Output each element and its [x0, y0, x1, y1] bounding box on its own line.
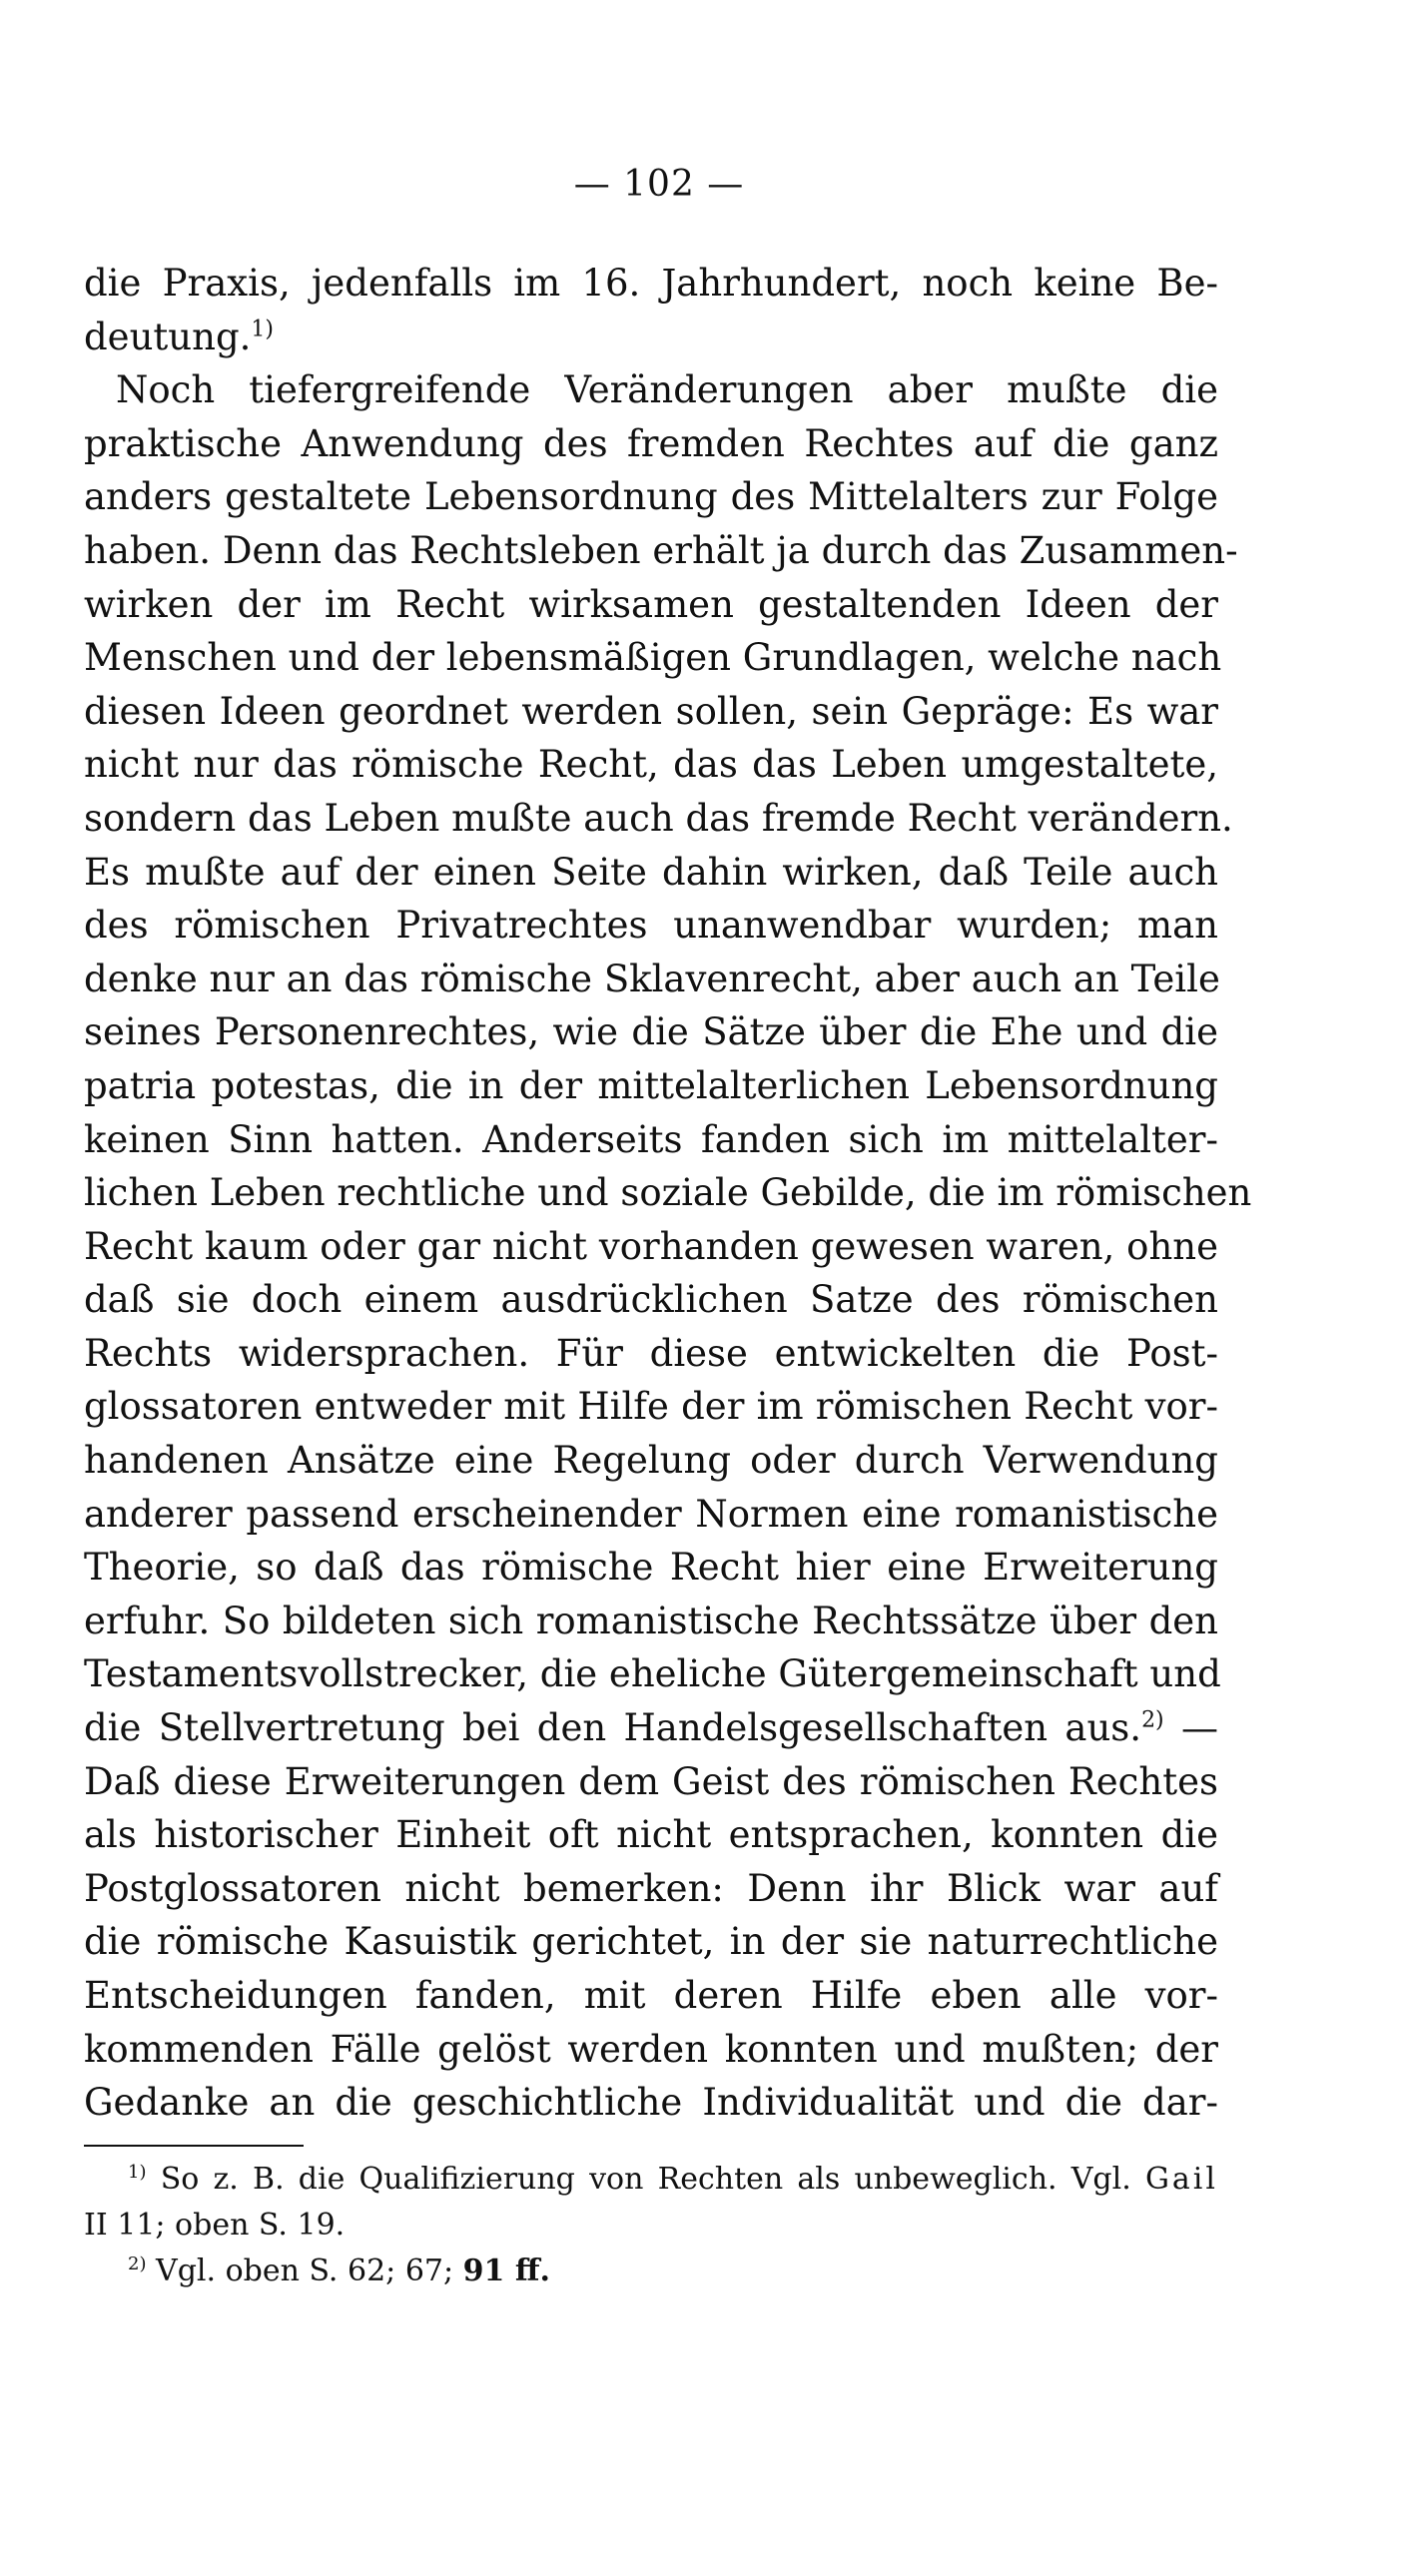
footnote-2-bold: 91 ff.: [462, 2254, 550, 2288]
footnote-2-marker: 2): [128, 2254, 147, 2274]
text-line-30: als historischer Einheit oft nicht entsprachen, konnten die: [84, 1813, 1218, 1857]
text-line-10: nicht nur das römische Recht, das das Leben umgestaltete,: [84, 743, 1218, 787]
page-number: — 102 —: [573, 164, 745, 205]
text-line-32: die römische Kasuistik gerichtet, in der sie naturrechtliche: [84, 1920, 1218, 1964]
text-line-33: Entscheidungen fanden, mit deren Hilfe eben alle vor-: [84, 1974, 1218, 2017]
text-line-24: anderer passend erscheinender Normen eine romanistische: [84, 1492, 1218, 1536]
text-line-7: wirken der im Recht wirksamen gestaltenden Ideen der: [84, 582, 1218, 626]
text-line-23: handenen Ansätze eine Regelung oder durch Verwendung: [84, 1439, 1218, 1483]
text-line-29: Daß diese Erweiterungen dem Geist des römischen Rechtes: [84, 1759, 1218, 1803]
footnote-2: [84, 2249, 1218, 2294]
footnote-1-marker: 1): [128, 2162, 147, 2183]
text-line-14: denke nur an das römische Sklavenrecht, aber auch an Teile: [84, 957, 1220, 1000]
footnote-1-line-2: II 11; oben S. 19.: [84, 2208, 346, 2243]
text-line-3: Noch tiefergreifende Veränderungen aber mußte die: [116, 368, 1218, 412]
text-line-27: Testamentsvollstrecker, die eheliche Gütergemeinschaft und: [84, 1652, 1221, 1696]
footnote-ref-1: 1): [251, 317, 274, 342]
text-line-4: praktische Anwendung des fremden Rechtes auf die ganz: [84, 421, 1218, 465]
text-line-18: lichen Leben rechtliche und soziale Gebilde, die im römischen: [84, 1171, 1252, 1215]
footnote-divider: [84, 2145, 304, 2147]
body-text: [84, 257, 1252, 2130]
text-line-2: [84, 311, 1218, 364]
text-line-11: sondern das Leben mußte auch das fremde Recht verändern.: [84, 796, 1233, 840]
footnote-ref-2: 2): [1141, 1707, 1164, 1733]
text-line-16: patria potestas, die in der mittelalterlichen Lebensordnung: [84, 1063, 1218, 1107]
text-line-26: erfuhr. So bildeten sich romanistische Rechtssätze über den: [84, 1599, 1218, 1642]
text-line-21: Rechts widersprachen. Für diese entwickelten die Post-: [84, 1331, 1218, 1375]
text-line-20: daß sie doch einem ausdrücklichen Satze des römischen: [84, 1278, 1218, 1322]
text-line-12: Es mußte auf der einen Seite dahin wirken, daß Teile auch: [84, 850, 1218, 894]
text-line-2-content: deutung.: [84, 315, 252, 358]
text-line-17: keinen Sinn hatten. Anderseits fanden sich im mittelalter-: [84, 1117, 1218, 1161]
text-line-9: diesen Ideen geordnet werden sollen, sein Gepräge: Es war: [84, 689, 1218, 733]
text-line-5: anders gestaltete Lebensordnung des Mittelalters zur Folge: [84, 475, 1218, 519]
text-line-13: des römischen Privatrechtes unanwendbar wurden; man: [84, 904, 1218, 948]
text-line-25: Theorie, so daß das römische Recht hier eine Erweiterung: [84, 1546, 1218, 1590]
text-line-35: Gedanke an die geschichtliche Individualität und die dar-: [84, 2081, 1218, 2125]
footnote-1-author: Gail: [1144, 2162, 1218, 2197]
footnotes: [84, 2157, 1218, 2294]
text-line-28: [84, 1701, 1218, 1755]
text-line-31: Postglossatoren nicht bemerken: Denn ihr Blick war auf: [84, 1866, 1218, 1910]
text-line-28-content: die Stellvertretung bei den Handelsgesellschaften aus.: [84, 1706, 1142, 1750]
footnote-1-text: So z. B. die Qualifizierung von Rechten als unbeweglich. Vgl.: [160, 2162, 1131, 2197]
text-line-1: die Praxis, jedenfalls im 16. Jahrhundert, noch keine Be-: [84, 262, 1218, 305]
footnote-2-text: Vgl. oben S. 62; 67;: [156, 2254, 454, 2288]
text-line-8: Menschen und der lebensmäßigen Grundlagen, welche nach: [84, 636, 1222, 680]
footnote-1-line-1: [84, 2157, 1218, 2203]
text-line-15: seines Personenrechtes, wie die Sätze über die Ehe und die: [84, 1010, 1218, 1054]
text-line-6: haben. Denn das Rechtsleben erhält ja durch das Zusammen-: [84, 528, 1238, 572]
text-line-22: glossatoren entweder mit Hilfe der im römischen Recht vor-: [84, 1385, 1218, 1429]
text-line-34: kommenden Fälle gelöst werden konnten und mußten; der: [84, 2027, 1218, 2071]
em-dash: —: [1181, 1706, 1218, 1750]
text-line-19: Recht kaum oder gar nicht vorhanden gewesen waren, ohne: [84, 1224, 1218, 1268]
